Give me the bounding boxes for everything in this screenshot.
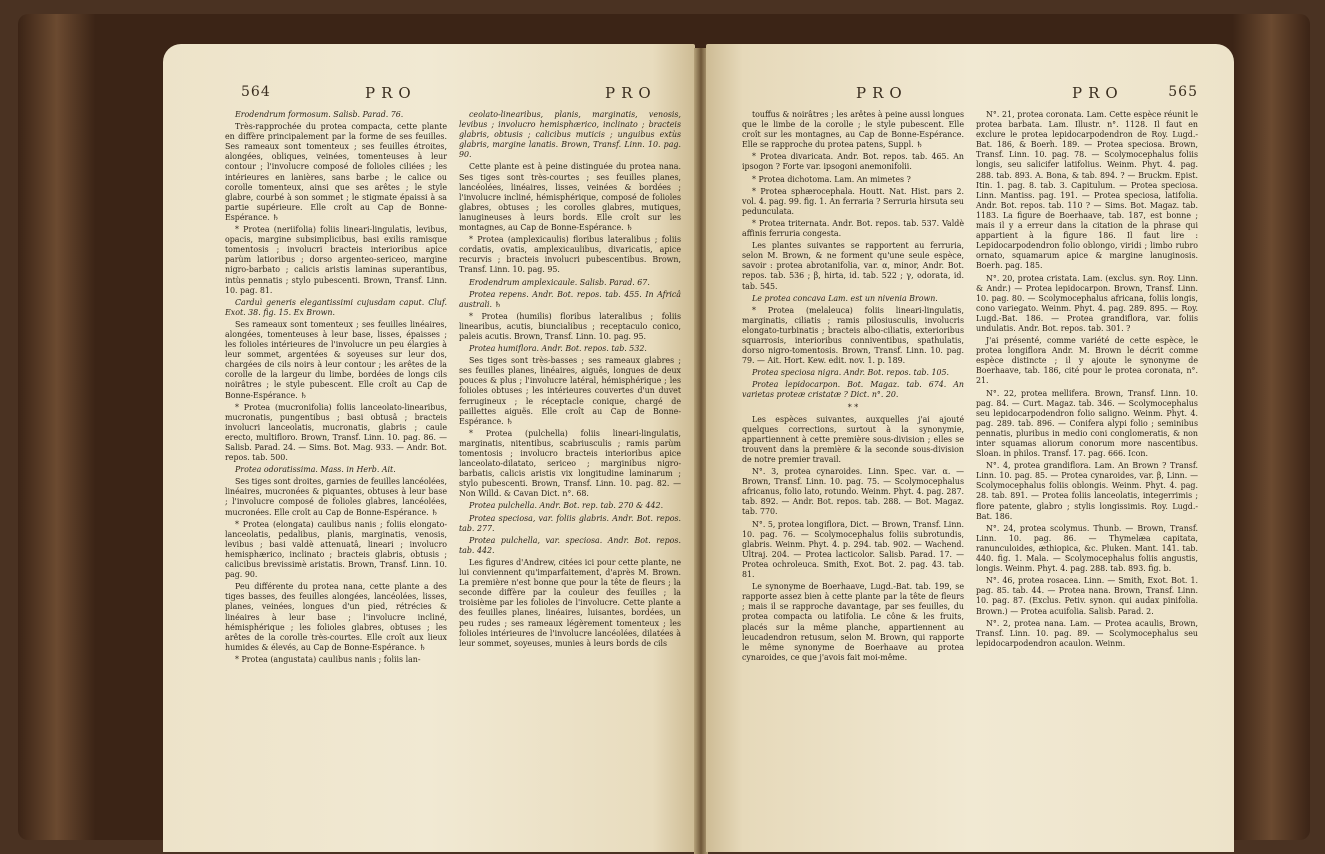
paragraph: * Protea (amplexicaulis) floribus lateralibus ; foliis cordatis, ovatis, amplexicaulibus, divaricatis, apice recurvis ; bracteis involucri pubescentibus. Brown, Transf. Linn. 10. pag. 95. (459, 235, 681, 275)
paragraph: * Protea (pulchella) foliis lineari-lingulatis, marginatis, nitentibus, scabriusculis ; ramis parùm tomentosis ; involucro bracteis interioribus apice lanceolato-dilatato, sericeo ; marginibus nigro-barbatis, calicis aristis vix longitudine laminarum ; stylo pubescenti. Brown, Transf. Linn. 10. pag. 82. — Non Willd. & Cavan Dict. n°. 68. (459, 428, 681, 499)
left-head-title-2: PRO (605, 84, 657, 102)
paragraph: J'ai présenté, comme variété de cette espèce, le protea longiflora Andr. M. Brown le décrit comme espèce distincte ; il y ajoute le synonyme de Boerhaave, tab. 186, cité pour le protea coronata, n°. 21. (976, 336, 1198, 386)
paragraph: * Protea triternata. Andr. Bot. repos. tab. 537. Valdè affinis ferruria congesta. (742, 218, 964, 239)
book-spread (18, 14, 1310, 840)
left-page-columns (225, 110, 681, 667)
paragraph: N°. 4, protea grandiflora. Lam. An Brown ? Transf. Linn. 10. pag. 85. — Protea cynaroides, var. β, Linn. — Scolymocephalus foliis oblongis. Weinm. Phyt. 4. pag. 28. tab. 891. — Protea foliis lanceolatis, integerrimis ; flore patente, glabro ; stylis longissimis. Roy. Lugd.-Bat. 186. (976, 461, 1198, 521)
paragraph: Carduì generis elegantissimi cujusdam caput. Cluf. Exot. 38. fig. 15. Ex Brown. (225, 297, 447, 317)
paragraph: Très-rapprochée du protea compacta, cette plante en diffère principalement par la forme de ses feuilles. Ses rameaux sont tomenteux ; ses feuilles étroites, alongées, obliques, veinées, tomenteuses à leur contour ; l'involucre composé de folioles ciliées ; les intérieures en lanières, sans barbe ; le calice ou corolle tomenteux, ainsi que ses arêtes ; le style glabre, courbé à son sommet ; le stigmate épaissi à sa partie supérieure. Elle croît au Cap de Bonne-Espérance. ♄ (225, 122, 447, 222)
paragraph: * Protea (humilis) floribus lateralibus ; foliis linearibus, acutis, biuncialibus ; receptaculo conico, paleis acutis. Brown, Transf. Linn. 10. pag. 95. (459, 311, 681, 341)
right-page (706, 44, 1234, 852)
paragraph: N°. 46, protea rosacea. Linn. — Smith, Exot. Bot. 1. pag. 85. tab. 44. — Protea nana. Brown, Transf. Linn. 10. pag. 87. (Exclus. Petiv. synon. qui audax pinifolia. Brown.) — Protea acuifolia. Salisb. Parad. 2. (976, 576, 1198, 616)
paragraph: * Protea (mucronifolia) foliis lanceolato-linearibus, mucronatis, pungentibus ; basi obtusâ ; bracteis involucri lanceolatis, mucronatis, glabris ; caule erecto, multifloro. Brown, Transf. Linn. 10. pag. 86. — Salisb. Parad. 24. — Sims. Bot. Mag. 933. — Andr. Bot. repos. tab. 500. (225, 402, 447, 463)
paragraph: * Protea dichotoma. Lam. An mimetes ? (752, 174, 911, 184)
paragraph: Protea repens. Andr. Bot. repos. tab. 455. In Africâ australi. ♄ (459, 289, 681, 309)
right-page-columns (742, 110, 1198, 665)
paragraph: Peu différente du protea nana, cette plante a des tiges basses, des feuilles alongées, lancéolées, lisses, planes, veinées, longues d'un pied, rétrécies & linéaires à leur base ; l'involucre incliné, hémisphérique ; les folioles glabres, obtuses ; les arêtes de la corolle très-courtes. Elle croît aux lieux humides & élevés, au Cap de Bonne-Espérance. ♄ (225, 582, 447, 652)
paragraph: Ses tiges sont très-basses ; ses rameaux glabres ; ses feuilles planes, linéaires, aiguës, longues de deux pouces & plus ; l'involucre latéral, hémisphérique ; les folioles obtuses ; les intérieures couvertes d'un duvet ferrugineux ; le réceptacle conique, chargé de paillettes aiguës. Elle croît au Cap de Bonne-Espérance. ♄ (459, 356, 681, 426)
paragraph: * Protea (elongata) caulibus nanis ; foliis elongato-lanceolatis, pedalibus, planis, marginatis, venosis, levibus ; basi valdè attenuatâ, lineari ; involucro hemisphærico, inclinato ; bracteis glabris, obtusis ; calicibus brevissimè aristatis. Brown, Transf. Linn. 10. pag. 90. (225, 519, 447, 580)
paragraph: Protea speciosa nigra. Andr. Bot. repos. tab. 105. (752, 368, 950, 378)
paragraph: N°. 24, protea scolymus. Thunb. — Brown, Transf. Linn. 10. pag. 86. — Thymelæa capitata, ranunculoides, æthiopica, &c. Pluken. Mant. 141. tab. 440. fig. 1. Mala. — Scolymocephalus foliis angustis, longis. Weinm. Phyt. 4. pag. 288. tab. 893. fig. b. (976, 523, 1198, 574)
paragraph: Les espèces suivantes, auxquelles j'ai ajouté quelques corrections, surtout à la synonymie, appartiennent à cette première sous-division ; elles se trouvent dans la première & la seconde sous-division de notre premier travail. (742, 414, 964, 464)
left-page (163, 44, 695, 852)
paragraph: ceolato-linearibus, planis, marginatis, venosis, levibus ; involucro hemisphærico, inclinato ; bracteis glabris, obtusis ; calicibus muticis ; unguibus extùs glabris, margine lanatis. Brown, Transf. Linn. 10. pag. 90. (459, 110, 681, 160)
paragraph: * Protea divaricata. Andr. Bot. repos. tab. 465. An ipsogon ? Forte var. ipsogoni anemonifolii. (742, 152, 964, 172)
paragraph: Erodendrum formosum. Salisb. Parad. 76. (235, 110, 404, 119)
right-head-title-1: PRO (856, 84, 908, 102)
paragraph: * * (847, 402, 859, 412)
right-running-head (742, 84, 1198, 110)
paragraph: N°. 3, protea cynaroides. Linn. Spec. var. α. — Brown, Transf. Linn. 10. pag. 75. — Scolymocephalus africanus, folio lato, rotundo. Weinm. Phyt. 4. pag. 287. tab. 892. — Andr. Bot. repos. tab. 288. — Bot. Magaz. tab. 770. (742, 467, 964, 517)
paragraph: N°. 22, protea mellifera. Brown, Transf. Linn. 10. pag. 84. — Curt. Magaz. tab. 346. — Scolymocephalus seu lepidocarpodendron folio salignо. Weinm. Phyt. 4. pag. 289. tab. 896. — Conifera alypi folio ; seminibus pennatis, pluribus in medio coni conglomeratis, & non inter squamas aliorum conorum more nascentibus. Sloan. in philos. Transf. 17. pag. 666. Icon. (976, 388, 1198, 459)
paragraph: N°. 20, protea cristata. Lam. (exclus. syn. Roy. Linn. & Andr.) — Protea lepidocarpon. Brown, Transf. Linn. 10. pag. 80. — Scolymocephalus africana, foliis longis, cono variegato. Weinm. Phyt. 4. pag. 289. 895. — Roy. Lugd.-Bat. 186. — Protea grandiflora, var. foliis undulatis. Andr. Bot. repos. tab. 301. ? (976, 273, 1198, 333)
right-column-1 (742, 110, 964, 665)
paragraph: Le synonyme de Boerhaave, Lugd.-Bat. tab. 199, se rapporte assez bien à cette plante par la tête de fleurs ; mais il se rapproche davantage, par ses feuilles, du protea compacta ou latifolia. Le cône & les fruits, placés sur la même planche, appartiennent au leucadendron retusum, selon M. Brown, qui rapporte le même synonyme de Boerhaave au protea cynaroides, ce que j'avois fait moi-même. (742, 582, 964, 662)
right-head-title-2: PRO (1072, 84, 1124, 102)
paragraph: Le protea concava Lam. est un nivenia Brown. (752, 293, 938, 303)
paragraph: Protea odoratissima. Mass. in Herb. Ait. (235, 465, 396, 475)
paragraph: Les figures d'Andrew, citées ici pour cette plante, ne lui conviennent qu'imparfaitement, d'après M. Brown. La première n'est bonne que pour la tête de fleurs ; la seconde diffère par la couleur des feuilles ; la troisième par les folioles de l'involucre. Cette plante a des feuilles planes, linéaires, luisantes, bordées, un peu rudes ; ses rameaux légèrement tomenteux ; les folioles intérieures de l'involucre lancéolées, dilatées à leur sommet, soyeuses, munies à leurs bords de cils (459, 557, 681, 648)
paragraph: * Protea (melaleuca) foliis lineari-lingulatis, marginatis, ciliatis ; ramis pilosiusculis, involucris elongato-turbinatis ; bracteis albo-ciliatis, exterioribus squarrosis, interioribus conniventibus, spathulatis, dorso nigro-tomentosis. Brown, Transf. Linn. 10. pag. 79. — Ait. Hort. Kew. edit. nov. 1. p. 189. (742, 305, 964, 366)
paragraph: N°. 2, protea nana. Lam. — Protea acaulis, Brown, Transf. Linn. 10. pag. 89. — Scolymocephalus seu lepidocarpodendron acaulon. Weinm. (976, 618, 1198, 648)
paragraph: touffus & noirâtres ; les arêtes à peine aussi longues que le limbe de la corolle ; le style pubescent. Elle croît sur les montagnes, au Cap de Bonne-Espérance. Elle se rapproche du protea patens, Suppl. ♄ (742, 110, 964, 150)
paragraph: Cette plante est à peine distinguée du protea nana. Ses tiges sont très-courtes ; ses feuilles planes, lancéolées, linéaires, lisses, veinées & bordées ; l'involucre incliné, hémisphérique, composé de folioles glabres, obtuses ; les corolles glabres, mutiques, lanugineuses à leurs bords. Elle croît sur les montagnes, au Cap de Bonne-Espérance. ♄ (459, 162, 681, 233)
paragraph: Protea lepidocarpon. Bot. Magaz. tab. 674. An varietas proteæ cristatæ ? Dict. n°. 20. (742, 380, 964, 400)
paragraph: * Protea (neriifolia) foliis lineari-lingulatis, levibus, opacis, margine subsimplicibus, basi exilis ramisque tomentosis ; involucri bracteis interioribus apice parùm latioribus ; dorso argenteo-sericeo, margine nigro-barbato ; calicis aristis laminas superantibus, intùs pennatis ; stylo pubescenti. Brown, Transf. Linn. 10. pag. 81. (225, 225, 447, 295)
paragraph: Les plantes suivantes se rapportent au ferruria, selon M. Brown, & ne forment qu'une seule espèce, savoir : protea abrotanifolia, var. α, minor, Andr. Bot. repos. tab. 536 ; β, hirta, id. tab. 522 ; γ, odorata, id. tab. 545. (742, 241, 964, 291)
right-page-number: 565 (1168, 84, 1198, 100)
paragraph: Protea pulchella. Andr. Bot. rep. tab. 270 & 442. (469, 501, 664, 511)
right-column-2 (976, 110, 1198, 665)
paragraph: * Protea (angustata) caulibus nanis ; foliis lan- (235, 654, 421, 664)
left-head-title-1: PRO (365, 84, 417, 102)
paragraph: Erodendrum amplexicaule. Salisb. Parad. 67. (469, 277, 650, 287)
left-running-head (225, 84, 681, 110)
paragraph: N°. 21, protea coronata. Lam. Cette espèce réunit le protea barbata. Lam. Illustr. n°. 1128. Il faut en exclure le protea lepidocarpodendron de Roy. Lugd.-Bat. 186, & Boerh. 189. — Protea speciosa. Brown, Transf. Linn. 10. pag. 78. — Scolymocephalus foliis longis, seu salicifer latifolius. Weinm. Phyt. 4. pag. 288. tab. 893. A. Bona, & tab. 894. ? — Bruckm. Epist. Itin. 1. pag. 8. tab. 3. Capitulum. — Protea speciosa. Linn. Mantiss. pag. 191. — Protea speciosa, latifolia. Andr. Bot. repos. tab. 110 ? — Sims. Bot. Magaz. tab. 1183. La figure de Boerhaave, tab. 187, est bonne ; mais il y a erreur dans la citation de la phrase qui appartient à la figure 186. Il faut lire : Lepidocarpodendron folio oblongo, viridi ; limbo rubro ornato, squamarum apice & margine lanuginosis. Boerh. pag. 185. (976, 110, 1198, 271)
paragraph: * Protea sphærocephala. Houtt. Nat. Hist. pars 2. vol. 4. pag. 99. fig. 1. An ferraria ? Serruria hirsuta seu pedunculata. (742, 186, 964, 216)
paragraph: N°. 5, protea longiflora, Dict. — Brown, Transf. Linn. 10. pag. 76. — Scolymocephalus foliis subrotundis, glabris. Weinm. Phyt. 4. p. 294. tab. 902. — Wachend. Ultraj. 204. — Protea lacticolor. Salisb. Parad. 17. — Protea ochroleuca. Smith, Exot. Bot. 2. pag. 43. tab. 81. (742, 519, 964, 580)
left-column-2 (459, 110, 681, 667)
paragraph: Protea pulchella, var. speciosa. Andr. Bot. repos. tab. 442. (459, 535, 681, 555)
left-page-number: 564 (241, 84, 271, 100)
paragraph: Protea humiflora. Andr. Bot. repos. tab. 532. (469, 344, 647, 354)
paragraph: Ses tiges sont droites, garnies de feuilles lancéolées, linéaires, mucronées & piquantes, obtuses à leur base ; l'involucre composé de folioles glabres, lancéolées, mucronées. Elle croît au Cap de Bonne-Espérance. ♄ (225, 477, 447, 517)
paragraph: Ses rameaux sont tomenteux ; ses feuilles linéaires, alongées, tomenteuses à leur base, lisses, épaisses ; les folioles intérieures de l'involucre un peu élargies à leur sommet, argentées & soyeuses sur leur dos, chargées de cils noirs à leur contour ; les arêtes de la corolle de la largeur du limbe, bordées de longs cils noirâtres ; le style pubescent. Elle croît au Cap de Bonne-Espérance. ♄ (225, 319, 447, 400)
left-column-1 (225, 110, 447, 667)
paragraph: Protea speciosa, var. foliis glabris. Andr. Bot. repos. tab. 277. (459, 513, 681, 533)
